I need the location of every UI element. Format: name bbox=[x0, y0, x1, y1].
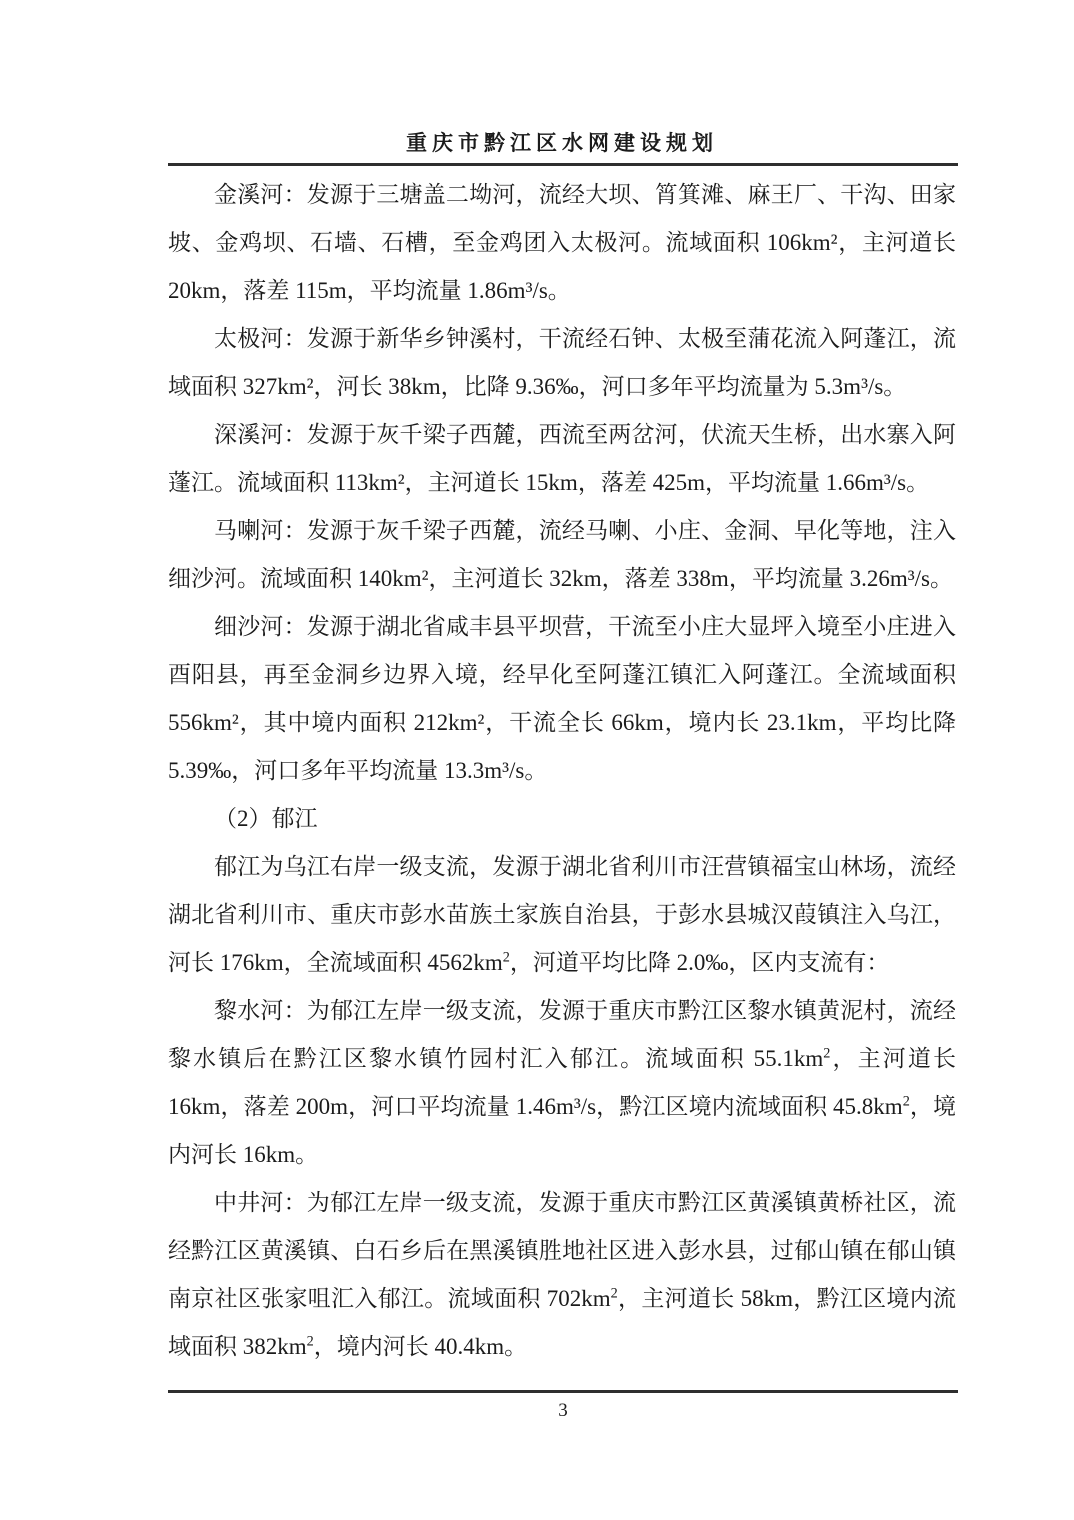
superscript-text: 2 bbox=[502, 949, 510, 966]
para-shenxi-river bbox=[168, 411, 956, 507]
paragraph-text: ，河道平均比降 2.0‰，区内支流有： bbox=[509, 950, 890, 975]
paragraph-text: 金溪河：发源于三塘盖二坳河，流经大坝、筲箕滩、麻王厂、干沟、田家坡、金鸡坝、石墙、石槽，至金鸡团入太极河。流域面积 106km²，主河道长 20km，落差 115m，平均流量 1.86m³/s。 bbox=[168, 182, 956, 303]
paragraph-text: 郁江为乌江右岸一级支流，发源于湖北省利川市汪营镇福宝山林场，流经湖北省利川市、重庆市彭水苗族土家族自治县，于彭水县城汉葭镇注入乌江，河长 176km，全流域面积 4562km bbox=[168, 854, 956, 975]
superscript-text: 2 bbox=[902, 1093, 910, 1110]
para-yujiang-heading bbox=[168, 795, 956, 843]
paragraph-text: ，主河道长 16km，落差 200m，河口平均流量 1.46m³/s，黔江区境内流域面积 45.8km bbox=[168, 1046, 957, 1119]
paragraph-text: 太极河：发源于新华乡钟溪村，干流经石钟、太极至蒲花流入阿蓬江，流域面积 327km²，河长 38km，比降 9.36‰，河口多年平均流量为 5.3m³/s。 bbox=[168, 326, 956, 399]
header-rule bbox=[168, 163, 958, 166]
para-jinxi-river bbox=[168, 171, 956, 315]
paragraph-text: 中井河：为郁江左岸一级支流，发源于重庆市黔江区黄溪镇黄桥社区，流经黔江区黄溪镇、白石乡后在黑溪镇胜地社区进入彭水县，过郁山镇在郁山镇南京社区张家咀汇入郁江。流域面积 702km bbox=[168, 1190, 956, 1311]
para-yujiang-river bbox=[168, 843, 956, 987]
paragraph-text: ，主河道长 58km，黔江区境内流域面积 382km bbox=[168, 1286, 957, 1359]
superscript-text: 2 bbox=[610, 1285, 618, 1302]
para-mala-river bbox=[168, 507, 956, 603]
header-title: 重庆市黔江区水网建设规划 bbox=[406, 131, 718, 155]
paragraph-text: 黎水河：为郁江左岸一级支流，发源于重庆市黔江区黎水镇黄泥村，流经黎水镇后在黔江区黎水镇竹园村汇入郁江。流域面积 55.1km bbox=[168, 998, 956, 1071]
para-lishui-river bbox=[168, 987, 956, 1179]
superscript-text: 2 bbox=[306, 1333, 314, 1350]
document-body bbox=[168, 171, 956, 1371]
paragraph-text: （2）郁江 bbox=[214, 806, 318, 831]
paragraph-text: ，境内河长 16km。 bbox=[168, 1094, 957, 1167]
footer-rule bbox=[168, 1390, 958, 1393]
paragraph-text: 深溪河：发源于灰千梁子西麓，西流至两岔河，伏流天生桥，出水寨入阿蓬江。流域面积 113km²，主河道长 15km，落差 425m，平均流量 1.66m³/s。 bbox=[168, 422, 956, 495]
paragraph-text: 马喇河：发源于灰千梁子西麓，流经马喇、小庄、金洞、早化等地，注入细沙河。流域面积 140km²，主河道长 32km，落差 338m，平均流量 3.26m³/s。 bbox=[168, 518, 956, 591]
para-taiji-river bbox=[168, 315, 956, 411]
paragraph-text: 细沙河：发源于湖北省咸丰县平坝营，干流至小庄大显坪入境至小庄进入酉阳县，再至金洞乡边界入境，经早化至阿蓬江镇汇入阿蓬江。全流域面积 556km²，其中境内面积 212km²，干流全长 66km，境内长 23.1km，平均比降 5.39‰，河口多年平均流量 13.3m³/s。 bbox=[168, 614, 956, 783]
page-number: 3 bbox=[558, 1400, 568, 1421]
para-zhongjing-river bbox=[168, 1179, 956, 1371]
superscript-text: 2 bbox=[823, 1045, 831, 1062]
paragraph-text: ，境内河长 40.4km。 bbox=[313, 1334, 528, 1359]
para-xisha-river bbox=[168, 603, 956, 795]
